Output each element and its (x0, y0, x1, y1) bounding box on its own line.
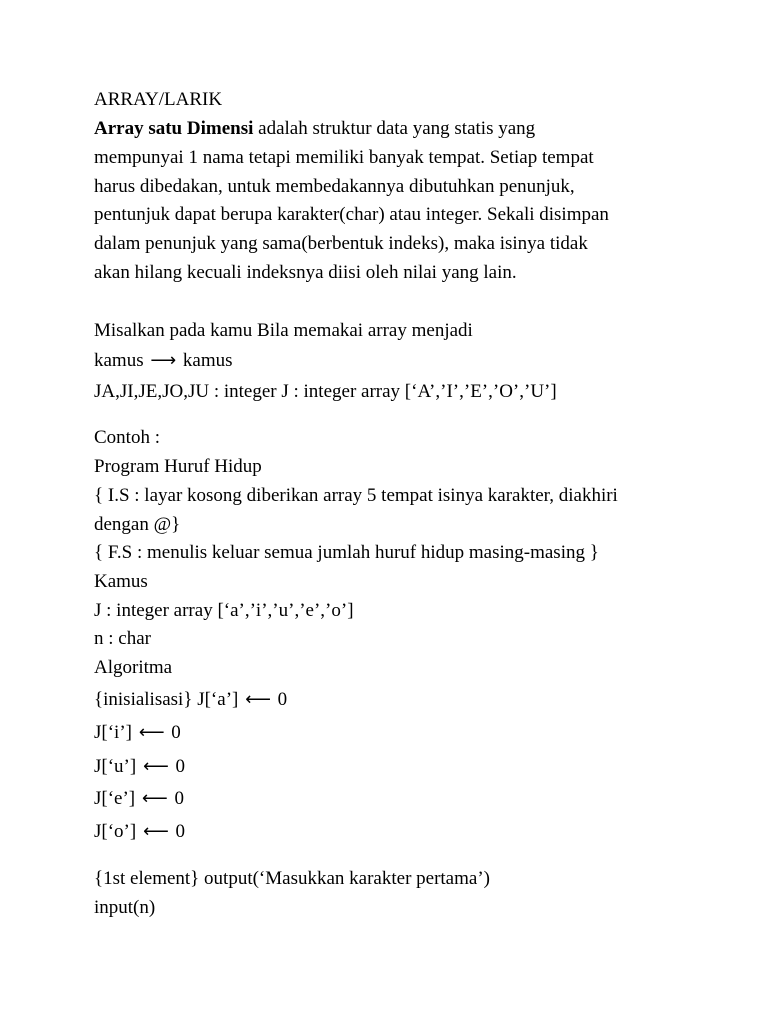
assignment-line (94, 722, 181, 744)
assignment-value: 0 (171, 722, 181, 743)
contoh-label: Contoh : (94, 427, 160, 448)
kamus-right: kamus (182, 350, 233, 371)
left-arrow-icon: ⟵ (142, 821, 169, 842)
assignment-line (94, 788, 184, 810)
assignment-line (94, 689, 287, 711)
left-arrow-icon: ⟵ (141, 788, 168, 809)
definition-line-2: mempunyai 1 nama tetapi memiliki banyak tempat. Setiap tempat (94, 147, 594, 168)
definition-text: adalah struktur data yang statis yang (253, 118, 536, 139)
kamus-left: kamus (94, 350, 144, 371)
example-intro: Misalkan pada kamu Bila memakai array menjadi (94, 320, 473, 341)
definition-line-4: pentunjuk dapat berupa karakter(char) atau integer. Sekali disimpan (94, 204, 609, 225)
right-arrow-icon: ⟶ (150, 350, 177, 371)
kamus-item-char: n : char (94, 628, 151, 649)
first-element-line: {1st element} output(‘Masukkan karakter pertama’) (94, 868, 490, 889)
definition-line-6: akan hilang kecuali indeksnya diisi oleh nilai yang lain. (94, 262, 517, 283)
assignment-target: J[‘o’] (94, 821, 137, 842)
assignment-target: J[‘e’] (94, 788, 136, 809)
left-arrow-icon: ⟵ (138, 722, 165, 743)
is-line-2: dengan @} (94, 514, 181, 535)
definition-line-3: harus dibedakan, untuk membedakannya dibutuhkan penunjuk, (94, 176, 575, 197)
definition-term: Array satu Dimensi (94, 118, 254, 139)
is-line-1: { I.S : layar kosong diberikan array 5 tempat isinya karakter, diakhiri (94, 485, 618, 506)
assignment-target: J[‘i’] (94, 722, 132, 743)
assignment-value: 0 (277, 689, 288, 710)
left-arrow-icon: ⟵ (142, 756, 169, 777)
kamus-mapping-line (94, 350, 233, 372)
assignment-target: J[‘u’] (94, 756, 137, 777)
assignment-value: 0 (175, 756, 186, 777)
assignment-line (94, 821, 185, 843)
declaration-line: JA,JI,JE,JO,JU : integer J : integer array [‘A’,’I’,’E’,’O’,’U’] (94, 381, 557, 402)
assignment-value: 0 (175, 821, 186, 842)
input-line: input(n) (94, 897, 156, 918)
fs-line: { F.S : menulis keluar semua jumlah huruf hidup masing-masing } (94, 542, 599, 563)
kamus-item-array: J : integer array [‘a’,’i’,’u’,’e’,’o’] (94, 600, 354, 621)
document-title: ARRAY/LARIK (94, 89, 223, 110)
algoritma-label: Algoritma (94, 657, 173, 678)
kamus-label: Kamus (94, 571, 148, 592)
left-arrow-icon: ⟵ (245, 689, 271, 710)
assignment-value: 0 (174, 788, 184, 809)
program-name: Program Huruf Hidup (94, 456, 262, 477)
definition-line-1 (94, 118, 535, 140)
assignment-line (94, 756, 185, 778)
definition-line-5: dalam penunjuk yang sama(berbentuk indeks), maka isinya tidak (94, 233, 588, 254)
assignment-target: {inisialisasi} J[‘a’] (94, 689, 239, 710)
